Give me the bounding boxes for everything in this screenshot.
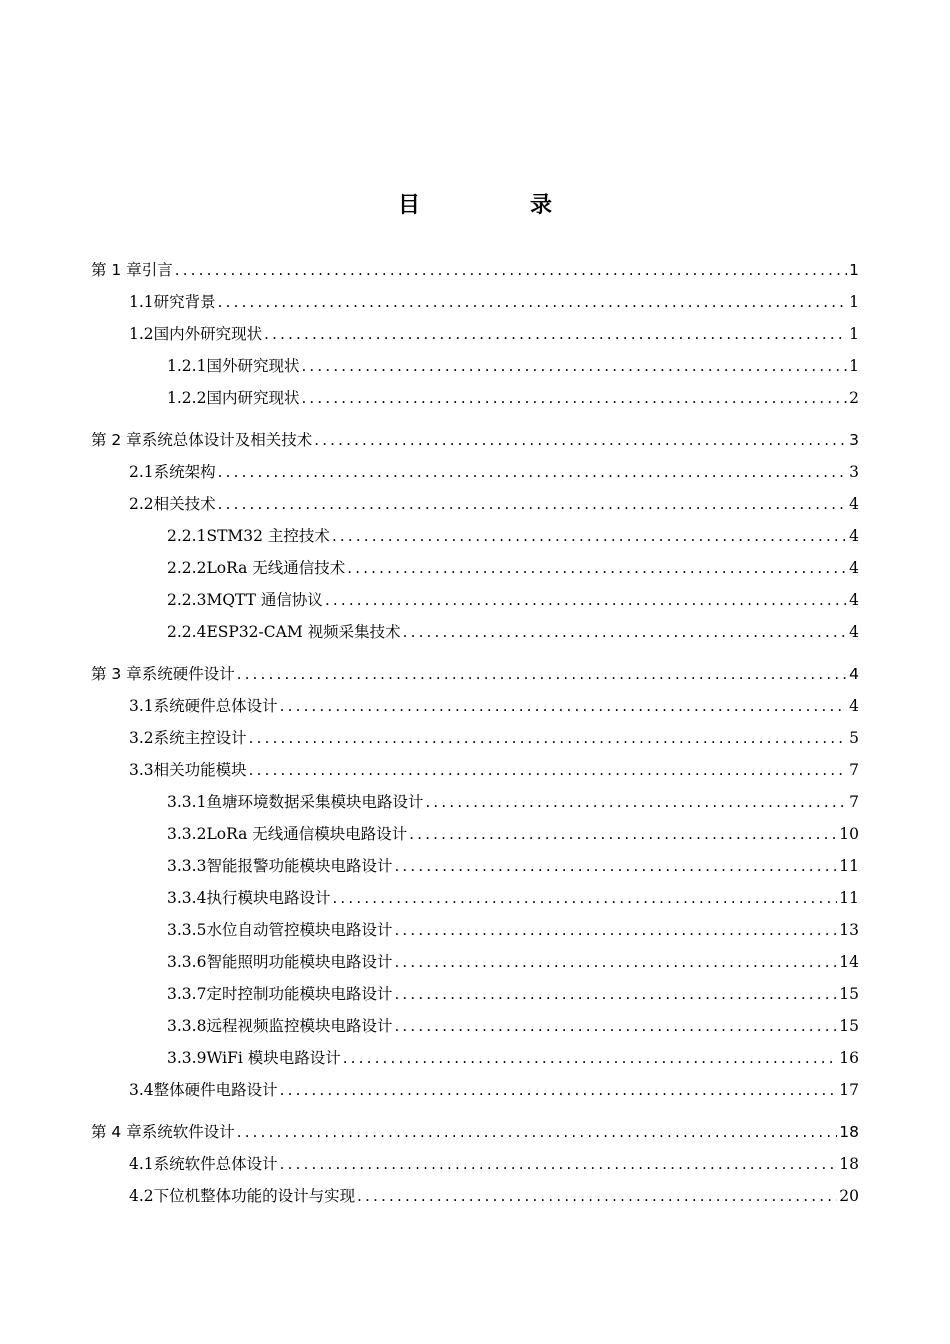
toc-entry-number: 2.2.1 [167, 527, 207, 545]
toc-entry-number: 3.2 [129, 729, 154, 747]
toc-dot-leader [264, 318, 847, 350]
toc-section-entry[interactable] [91, 286, 859, 318]
toc-dot-leader [249, 722, 847, 754]
toc-entry-title: LoRa 无线通信技术 [206, 559, 346, 577]
toc-entry-title: 国内外研究现状 [153, 325, 263, 343]
toc-dot-leader [314, 424, 847, 456]
toc-entry-number: 第 3 章 [91, 665, 142, 683]
toc-dot-leader [357, 1180, 837, 1212]
toc-dot-leader [218, 488, 847, 520]
toc-dot-leader [394, 1010, 837, 1042]
toc-dot-leader [280, 690, 847, 722]
toc-entry-page-number: 17 [839, 1081, 859, 1099]
toc-entry-number: 3.3.7 [167, 985, 207, 1003]
toc-subsection-entry[interactable] [91, 882, 859, 914]
toc-entry-title: 系统软件设计 [141, 1123, 235, 1141]
toc-entry-title: 引言 [141, 261, 173, 279]
toc-chapter-entry[interactable] [91, 254, 859, 286]
toc-dot-leader [409, 818, 837, 850]
toc-dot-leader [237, 658, 847, 690]
toc-dot-leader [347, 552, 847, 584]
toc-subsection-entry[interactable] [91, 978, 859, 1010]
toc-subsection-entry[interactable] [91, 850, 859, 882]
toc-dot-leader [325, 584, 847, 616]
toc-entry-number: 3.3.1 [167, 793, 207, 811]
toc-dot-leader [394, 914, 837, 946]
toc-entry-page-number: 18 [839, 1155, 859, 1173]
toc-entry-page-number: 7 [849, 793, 859, 811]
toc-subsection-entry[interactable] [91, 946, 859, 978]
toc-entry-number: 第 2 章 [91, 431, 142, 449]
toc-subsection-entry[interactable] [91, 584, 859, 616]
toc-dot-leader [332, 882, 837, 914]
toc-section-entry[interactable] [91, 690, 859, 722]
toc-entry-page-number: 3 [849, 431, 859, 449]
toc-subsection-entry[interactable] [91, 520, 859, 552]
toc-subsection-entry[interactable] [91, 1042, 859, 1074]
toc-dot-leader [249, 754, 847, 786]
toc-entry-title: 系统架构 [153, 463, 216, 481]
toc-entry-page-number: 11 [839, 889, 859, 907]
toc-entry-page-number: 4 [849, 591, 859, 609]
toc-entry-number: 3.3.5 [167, 921, 207, 939]
toc-entry-page-number: 14 [839, 953, 859, 971]
toc-entry-title: WiFi 模块电路设计 [206, 1049, 341, 1067]
toc-dot-leader [175, 254, 847, 286]
toc-entry-number: 2.2.4 [167, 623, 207, 641]
toc-entry-title: 定时控制功能模块电路设计 [206, 985, 393, 1003]
toc-section-entry[interactable] [91, 1148, 859, 1180]
toc-entry-page-number: 10 [839, 825, 859, 843]
toc-entry-title: 整体硬件电路设计 [153, 1081, 278, 1099]
toc-dot-leader [394, 946, 837, 978]
toc-entry-number: 3.3.3 [167, 857, 207, 875]
toc-entry-page-number: 4 [849, 697, 859, 715]
toc-entry-title: 下位机整体功能的设计与实现 [153, 1187, 356, 1205]
toc-dot-leader [394, 978, 837, 1010]
toc-entry-number: 2.2.2 [167, 559, 207, 577]
toc-entry-title: MQTT 通信协议 [206, 591, 323, 609]
toc-subsection-entry[interactable] [91, 914, 859, 946]
toc-section-entry[interactable] [91, 1074, 859, 1106]
toc-entry-number: 3.3 [129, 761, 154, 779]
toc-entry-title: 国内研究现状 [206, 389, 300, 407]
toc-section-entry[interactable] [91, 1180, 859, 1212]
toc-dot-leader [332, 520, 847, 552]
toc-section-entry[interactable] [91, 722, 859, 754]
toc-dot-leader [237, 1116, 838, 1148]
toc-entry-title: 智能照明功能模块电路设计 [206, 953, 393, 971]
toc-entry-title: 研究背景 [153, 293, 216, 311]
toc-section-entry[interactable] [91, 456, 859, 488]
toc-entry-page-number: 4 [849, 527, 859, 545]
toc-entry-title: ESP32-CAM 视频采集技术 [206, 623, 401, 641]
toc-entry-page-number: 4 [849, 495, 859, 513]
toc-entry-number: 第 4 章 [91, 1123, 142, 1141]
toc-entry-number: 3.4 [129, 1081, 154, 1099]
toc-entry-page-number: 5 [849, 729, 859, 747]
toc-entry-number: 3.3.4 [167, 889, 207, 907]
toc-entry-number: 2.2.3 [167, 591, 207, 609]
toc-dot-leader [301, 382, 847, 414]
toc-subsection-entry[interactable] [91, 818, 859, 850]
page-title: 目 录 [397, 193, 596, 218]
toc-section-entry[interactable] [91, 754, 859, 786]
toc-entry-number: 第 1 章 [91, 261, 142, 279]
toc-entry-page-number: 15 [839, 985, 859, 1003]
toc-subsection-entry[interactable] [91, 786, 859, 818]
toc-entry-title: 系统总体设计及相关技术 [141, 431, 313, 449]
toc-entry-page-number: 4 [849, 623, 859, 641]
toc-entry-page-number: 20 [839, 1187, 859, 1205]
toc-entry-page-number: 11 [839, 857, 859, 875]
toc-entry-number: 1.2.1 [167, 357, 207, 375]
toc-entry-page-number: 2 [849, 389, 859, 407]
toc-chapter-entry[interactable] [91, 658, 859, 690]
toc-dot-leader [218, 456, 847, 488]
toc-entry-page-number: 16 [839, 1049, 859, 1067]
toc-entry-page-number: 1 [849, 357, 859, 375]
toc-dot-leader [280, 1074, 838, 1106]
toc-entry-number: 3.3.9 [167, 1049, 207, 1067]
toc-entry-number: 3.1 [129, 697, 154, 715]
toc-entry-title: 系统硬件总体设计 [153, 697, 278, 715]
toc-section-entry[interactable] [91, 488, 859, 520]
toc-chapter-entry[interactable] [91, 1116, 859, 1148]
toc-entry-title: 系统软件总体设计 [153, 1155, 278, 1173]
toc-entry-number: 4.1 [129, 1155, 154, 1173]
toc-entry-title: 相关功能模块 [153, 761, 247, 779]
toc-entry-page-number: 13 [839, 921, 859, 939]
toc-entry-page-number: 1 [849, 261, 859, 279]
toc-entry-page-number: 1 [849, 325, 859, 343]
toc-entry-number: 2.1 [129, 463, 154, 481]
toc-entry-page-number: 18 [839, 1123, 859, 1141]
toc-entry-page-number: 3 [849, 463, 859, 481]
toc-dot-leader [403, 616, 847, 648]
toc-chapter-entry[interactable] [91, 424, 859, 456]
toc-entry-page-number: 1 [849, 293, 859, 311]
toc-entry-number: 4.2 [129, 1187, 154, 1205]
toc-dot-leader [394, 850, 837, 882]
toc-entry-number: 3.3.6 [167, 953, 207, 971]
toc-entry-page-number: 15 [839, 1017, 859, 1035]
toc-entry-title: 国外研究现状 [206, 357, 300, 375]
toc-entry-number: 1.1 [129, 293, 154, 311]
toc-entry-number: 3.3.8 [167, 1017, 207, 1035]
toc-dot-leader [301, 350, 847, 382]
toc-entry-title: LoRa 无线通信模块电路设计 [206, 825, 408, 843]
toc-entry-page-number: 7 [849, 761, 859, 779]
toc-entry-page-number: 4 [849, 665, 859, 683]
toc-entry-title: 智能报警功能模块电路设计 [206, 857, 393, 875]
toc-section-entry[interactable] [91, 318, 859, 350]
toc-subsection-entry[interactable] [91, 552, 859, 584]
toc-dot-leader [343, 1042, 838, 1074]
toc-dot-leader [425, 786, 847, 818]
toc-entry-title: 执行模块电路设计 [206, 889, 331, 907]
toc-entry-title: 远程视频监控模块电路设计 [206, 1017, 393, 1035]
toc-entry-number: 2.2 [129, 495, 154, 513]
toc-entry-number: 3.3.2 [167, 825, 207, 843]
toc-entry-title: 相关技术 [153, 495, 216, 513]
toc-entry-title: 系统主控设计 [153, 729, 247, 747]
toc-subsection-entry[interactable] [91, 616, 859, 648]
toc-entry-title: STM32 主控技术 [206, 527, 330, 545]
toc-subsection-entry[interactable] [91, 382, 859, 414]
toc-dot-leader [280, 1148, 838, 1180]
toc-dot-leader [218, 286, 847, 318]
toc-entry-title: 水位自动管控模块电路设计 [206, 921, 393, 939]
toc-entry-number: 1.2.2 [167, 389, 207, 407]
toc-entry-page-number: 4 [849, 559, 859, 577]
toc-entry-number: 1.2 [129, 325, 154, 343]
table-of-contents [91, 254, 859, 1212]
toc-subsection-entry[interactable] [91, 1010, 859, 1042]
toc-entry-title: 系统硬件设计 [141, 665, 235, 683]
toc-entry-title: 鱼塘环境数据采集模块电路设计 [206, 793, 424, 811]
toc-subsection-entry[interactable] [91, 350, 859, 382]
